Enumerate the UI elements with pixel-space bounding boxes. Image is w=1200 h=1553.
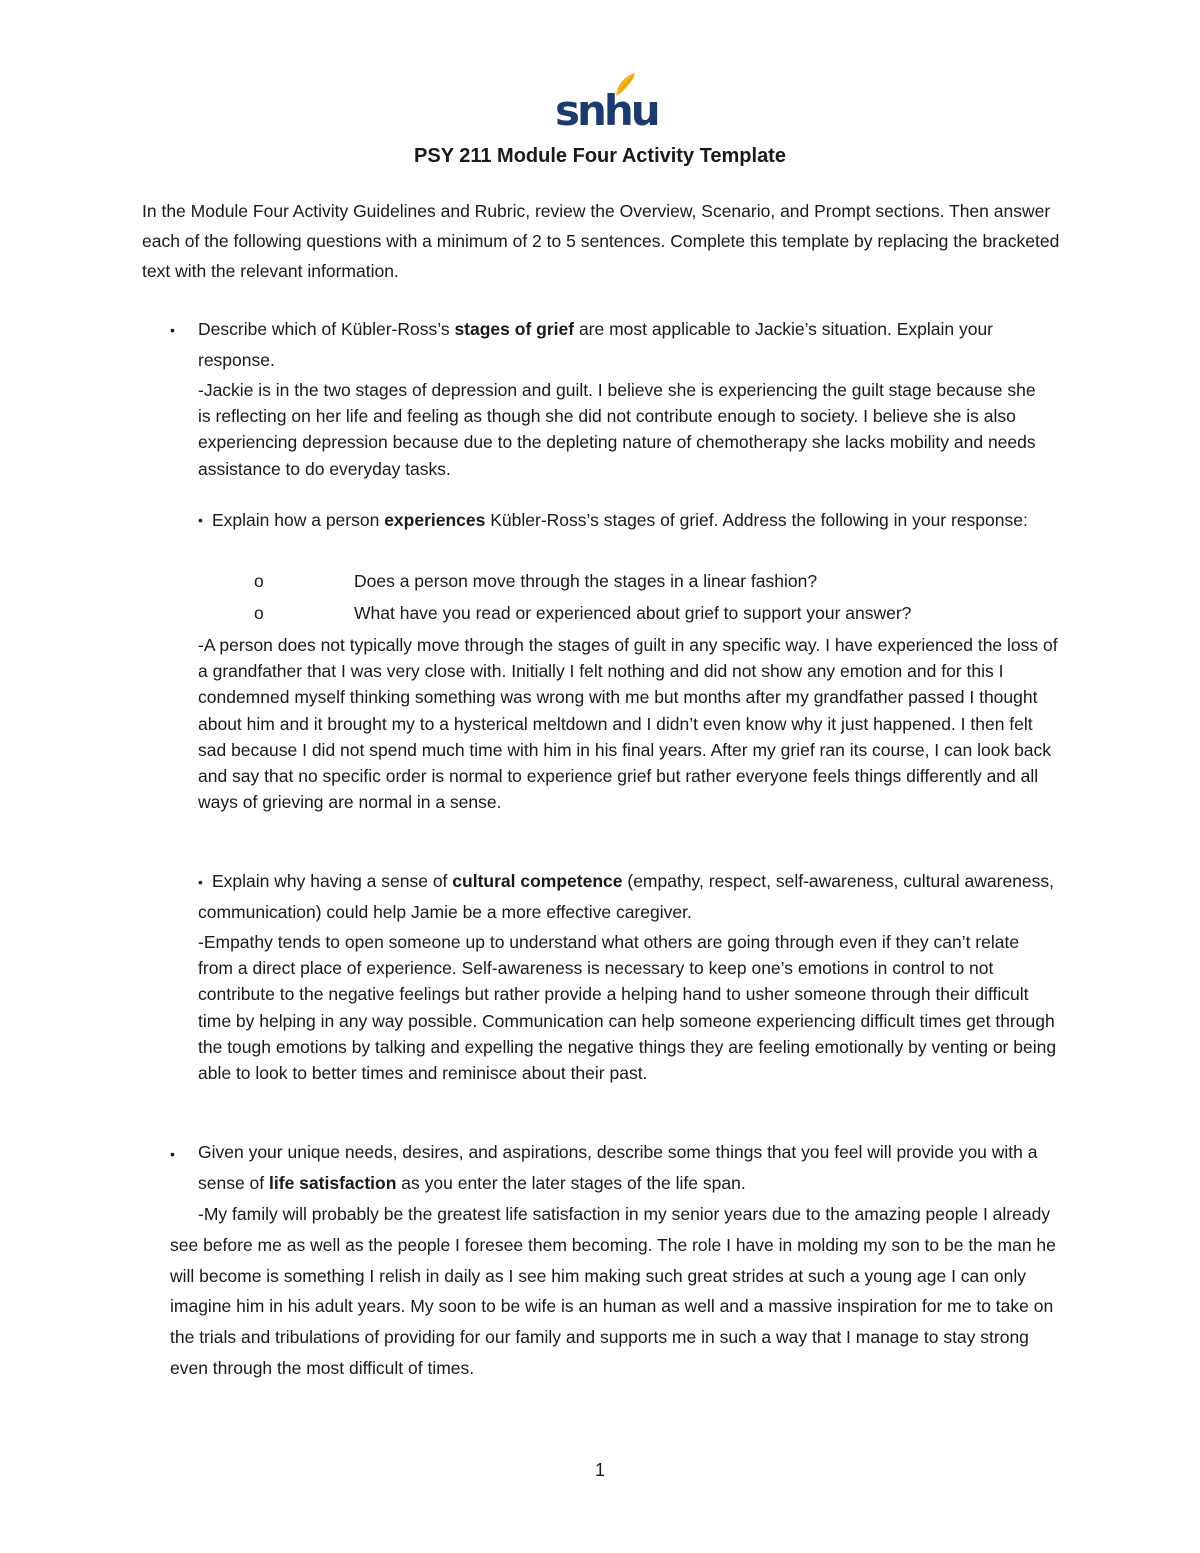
sub-question <box>254 598 1054 628</box>
question-text: (empathy, respect, self-awareness, cultural awareness, communication) could help Jamie be a more effective caregiver. <box>198 871 1055 922</box>
question-1 <box>198 314 1048 375</box>
question-keyword: stages of grief <box>454 319 575 339</box>
intro-paragraph: In the Module Four Activity Guidelines and Rubric, review the Overview, Scenario, and Prompt sections. Then answer each of the following questions with a minimum of 2 to 5 sentences. Complete this template by replacing the bracketed text with the relevant information. <box>142 201 1060 281</box>
snhu-logo <box>555 72 658 135</box>
bullet-icon: • <box>198 512 203 528</box>
answer-3: -Empathy tends to open someone up to understand what others are going through even if they can’t relate from a direct place of experience. Self-awareness is necessary to keep one’s emotions in control to not contribute to the negative feelings but rather provide a helping hand to usher someone through their difficult time by helping in any way possible. Communication can help someone experiencing difficult times get through the tough emotions by talking and expelling the negative things they are feeling emotionally by venting or being able to look to better times and reminisce about their past. <box>198 932 1057 1084</box>
question-text: Describe which of Kübler-Ross’s <box>198 319 455 339</box>
question-keyword: experiences <box>384 510 486 530</box>
sub-question-text: What have you read or experienced about grief to support your answer? <box>354 603 912 623</box>
page-number: 1 <box>594 1460 605 1480</box>
question-4 <box>198 1137 1078 1198</box>
question-keyword: cultural competence <box>452 871 623 891</box>
circle-bullet-icon: o <box>254 571 264 591</box>
bullet-icon: • <box>170 322 175 338</box>
flame-leaf-icon <box>613 72 637 98</box>
bullet-icon: • <box>198 874 203 890</box>
answer-4: -My family will probably be the greatest life satisfaction in my senior years due to the amazing people I already see before me as well as the people I foresee them becoming. The role I have in molding my son to be the man he will become is something I relish in daily as I see him making such great strides at such a young age I can only imagine him in his adult years. My soon to be wife is an human as well and a massive inspiration for me to take on the trials and tribulations of providing for our family and supports me in such a way that I manage to stay strong even through the most difficult of times. <box>170 1204 1056 1378</box>
question-text: Kübler-Ross’s stages of grief. Address the following in your response: <box>485 510 1028 530</box>
question-keyword: life satisfaction <box>269 1172 397 1193</box>
document-title: PSY 211 Module Four Activity Template <box>414 145 786 167</box>
answer-1: -Jackie is in the two stages of depression and guilt. I believe she is experiencing the guilt stage because she is reflecting on her life and feeling as though she did not contribute enough to society. I believe she is also experiencing depression because due to the depleting nature of chemotherapy she lacks mobility and needs assistance to do everyday tasks. <box>198 380 1036 479</box>
question-text: are most applicable to Jackie’s situation. Explain your response. <box>198 319 994 370</box>
question-2 <box>198 505 1048 536</box>
sub-question-text: Does a person move through the stages in a linear fashion? <box>354 571 818 591</box>
circle-bullet-icon: o <box>254 603 264 623</box>
bullet-icon: • <box>170 1146 175 1162</box>
question-3 <box>198 866 1058 927</box>
question-text: Explain how a person <box>212 510 385 530</box>
question-text: as you enter the later stages of the life span. <box>396 1172 746 1193</box>
question-text: Explain why having a sense of <box>212 871 453 891</box>
sub-question <box>254 566 1054 596</box>
logo-wordmark: snhu <box>555 86 658 135</box>
question-text: Given your unique needs, desires, and aspirations, describe some things that you feel will provide you with a sense of <box>198 1142 1038 1193</box>
answer-2: -A person does not typically move through the stages of guilt in any specific way. I have experienced the loss of a grandfather that I was very close with. Initially I felt nothing and did not show any emotion and for this I condemned myself thinking something was wrong with me but months after my grandfather passed I thought about him and it brought my to a hysterical meltdown and I didn’t even know why it just happened. I then felt sad because I did not spend much time with him in his final years. After my grief ran its course, I can look back and say that no specific order is normal to experience grief but rather everyone feels things differently and all ways of grieving are normal in a sense. <box>198 635 1058 813</box>
